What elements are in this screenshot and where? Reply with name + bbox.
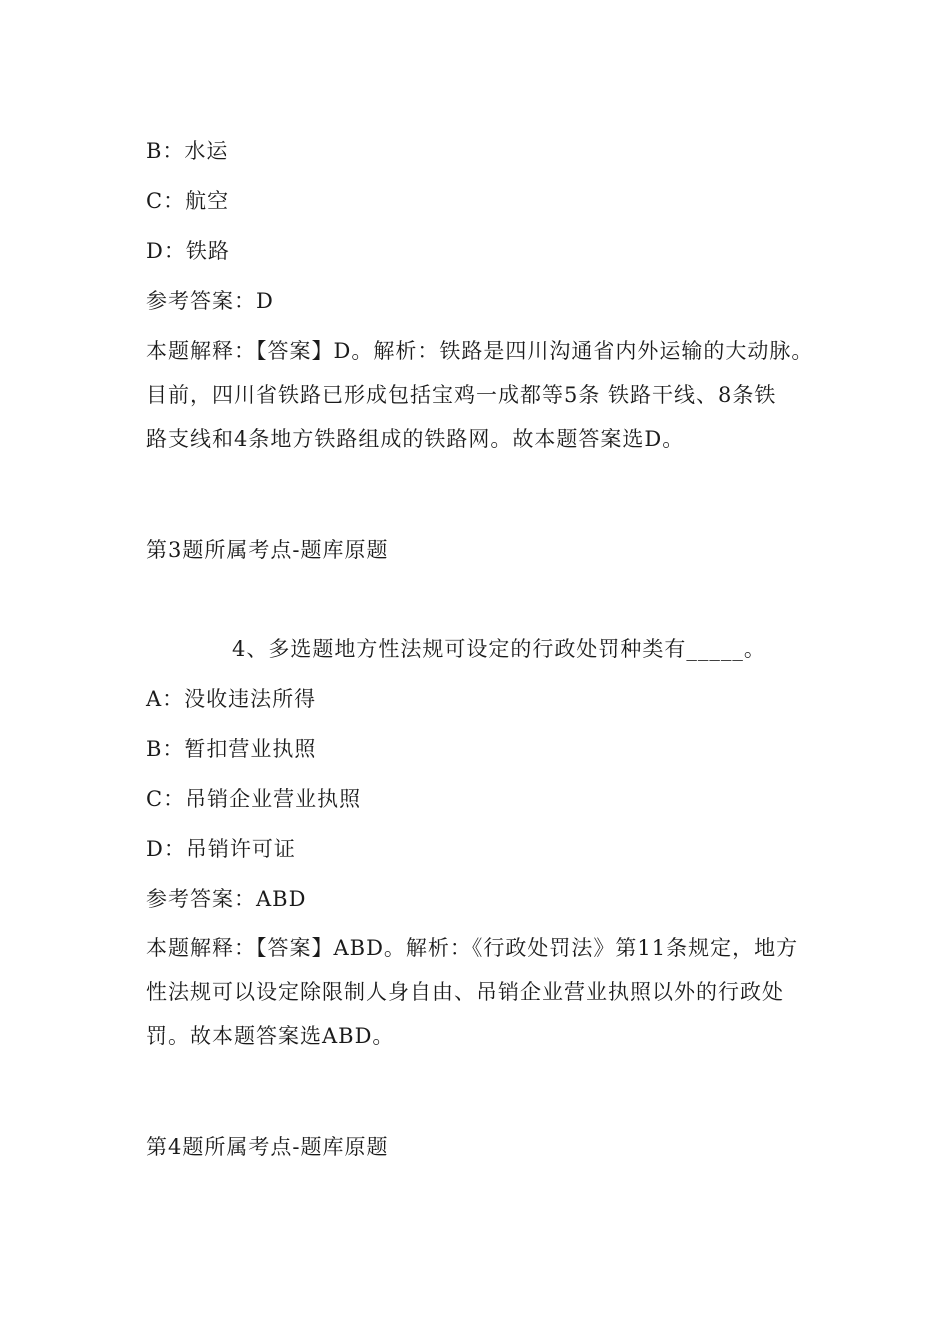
q4-source: 第4题所属考点-题库原题 [146,1135,389,1159]
q4-question: 4、多选题地方性法规可设定的行政处罚种类有_____。 [232,637,766,661]
q3-option-b: B：水运 [146,139,229,163]
q3-option-c: C：航空 [146,189,230,213]
q4-explanation [146,926,846,1058]
q3-explanation [146,329,846,461]
q3-answer: 参考答案：D [146,289,274,313]
q3-explanation-line-1: 本题解释：【答案】D。解析：铁路是四川沟通省内外运输的大动脉。 [146,339,814,363]
q4-option-a: A：没收违法所得 [146,687,317,711]
q3-explanation-line-3: 路支线和4条地方铁路组成的铁路网。故本题答案选D。 [146,427,685,451]
q4-option-b: B：暂扣营业执照 [146,737,317,761]
q3-option-d: D：铁路 [146,239,230,263]
q3-explanation-line-2: 目前，四川省铁路已形成包括宝鸡一成都等5条 铁路干线、8条铁 [146,383,777,407]
q3-source: 第3题所属考点-题库原题 [146,538,389,562]
q4-explanation-line-1: 本题解释：【答案】ABD。解析：《行政处罚法》第11条规定，地方 [146,936,799,960]
q4-answer: 参考答案：ABD [146,887,307,911]
q4-option-c: C：吊销企业营业执照 [146,787,362,811]
q4-option-d: D：吊销许可证 [146,837,296,861]
q4-explanation-line-2: 性法规可以设定除限制人身自由、吊销企业营业执照以外的行政处 [146,980,784,1004]
q4-explanation-line-3: 罚。故本题答案选ABD。 [146,1024,395,1048]
